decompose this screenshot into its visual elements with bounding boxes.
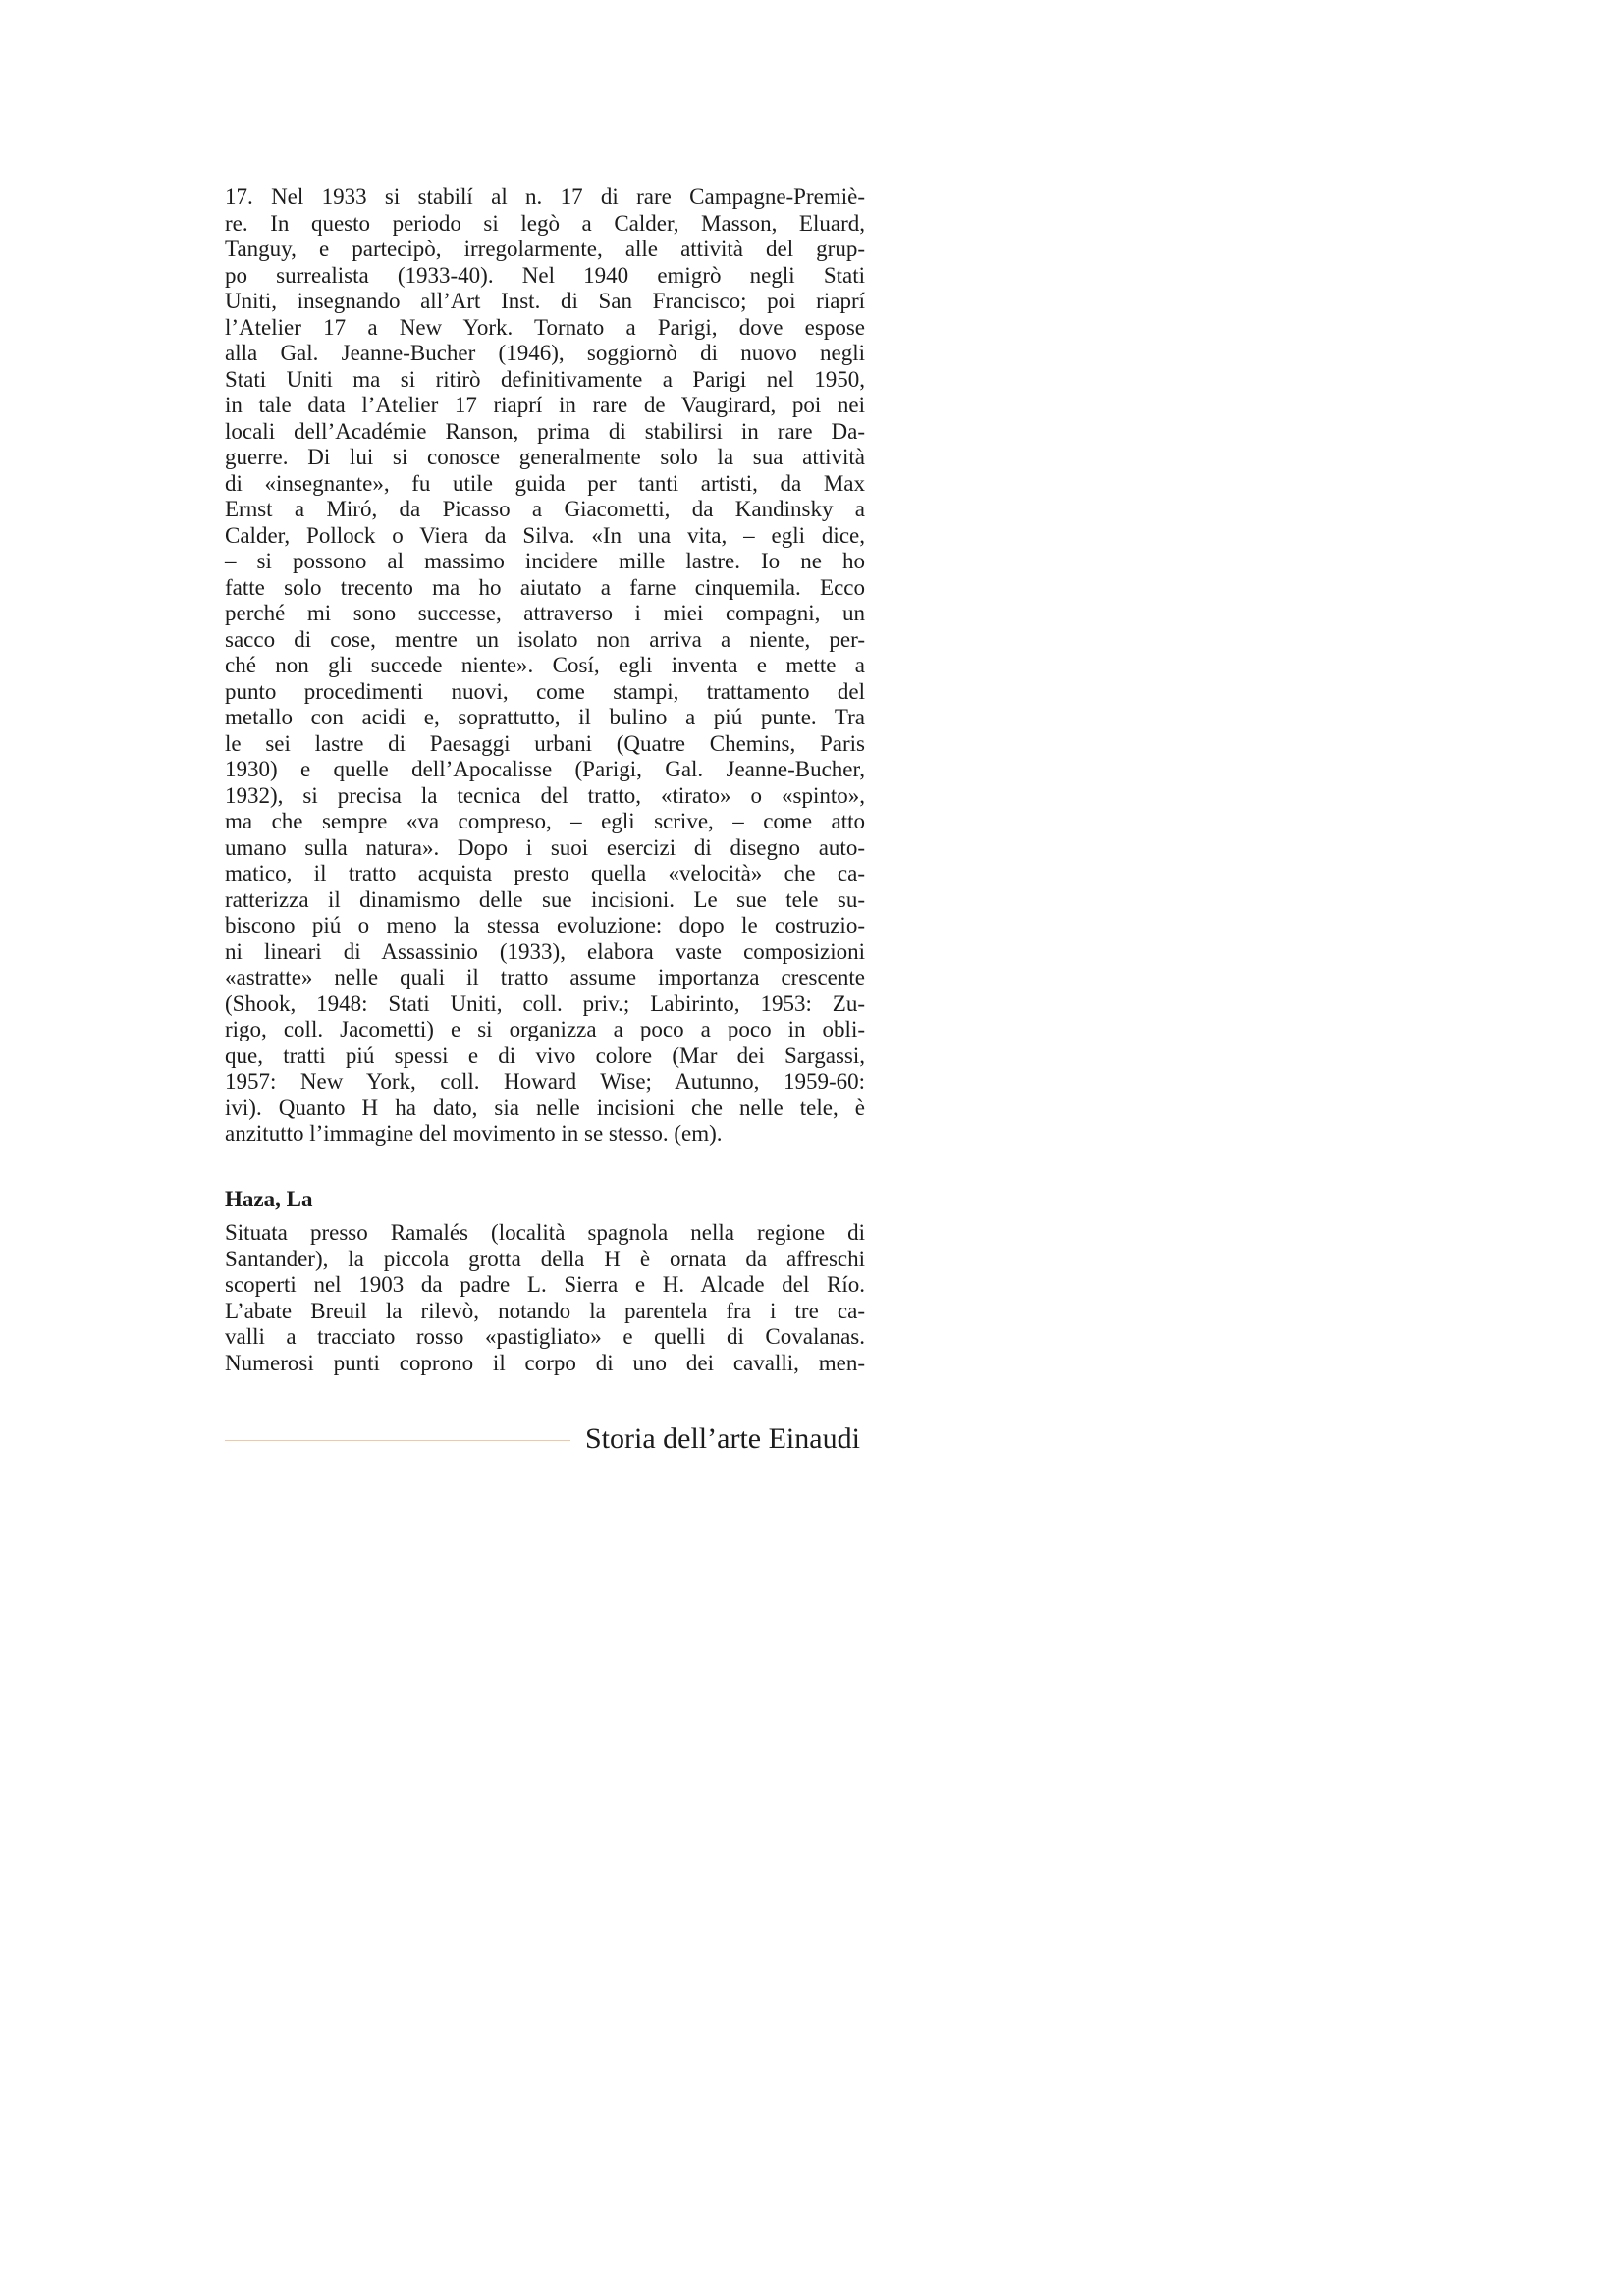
text-line: ratterizza il dinamismo delle sue incisioni. Le sue tele su-: [225, 886, 865, 912]
text-line: metallo con acidi e, soprattutto, il bulino a piú punte. Tra: [225, 705, 865, 729]
text-line: matico, il tratto acquista presto quella «velocità» che ca-: [225, 861, 865, 885]
text-line: le sei lastre di Paesaggi urbani (Quatre Chemins, Paris: [225, 730, 865, 756]
text-line: punto procedimenti nuovi, come stampi, trattamento del: [225, 678, 865, 704]
text-line: umano sulla natura». Dopo i suoi esercizi di disegno auto-: [225, 834, 865, 860]
text-line: (Shook, 1948: Stati Uniti, coll. priv.; Labirinto, 1953: Zu-: [225, 990, 865, 1016]
text-line: in tale data l’Atelier 17 riaprí in rare de Vaugirard, poi nei: [225, 393, 865, 417]
text-line: ma che sempre «va compreso, – egli scrive, – come atto: [225, 809, 865, 833]
text-line: ché non gli succede niente». Cosí, egli inventa e mette a: [225, 653, 865, 677]
text-line: «astratte» nelle quali il tratto assume importanza crescente: [225, 965, 865, 989]
text-line: Stati Uniti ma si ritirò definitivamente a Parigi nel 1950,: [225, 366, 865, 392]
text-line: scoperti nel 1903 da padre L. Sierra e H. Alcade del Río.: [225, 1272, 865, 1297]
text-line: alla Gal. Jeanne-Bucher (1946), soggiornò di nuovo negli: [225, 341, 865, 365]
text-line: que, tratti piú spessi e di vivo colore (Mar dei Sargassi,: [225, 1042, 865, 1068]
text-line: perché mi sono successe, attraverso i miei compagni, un: [225, 601, 865, 625]
text-line: – si possono al massimo incidere mille lastre. Io ne ho: [225, 549, 865, 573]
haza-entry: [225, 1185, 865, 1376]
footer-rule: [225, 1440, 570, 1441]
text-line: l’Atelier 17 a New York. Tornato a Parigi, dove espose: [225, 314, 865, 340]
text-line: re. In questo periodo si legò a Calder, Masson, Eluard,: [225, 210, 865, 236]
text-line: di «insegnante», fu utile guida per tanti artisti, da Max: [225, 470, 865, 496]
text-line: ivi). Quanto H ha dato, sia nelle incisioni che nelle tele, è: [225, 1095, 865, 1120]
text-line: 1930) e quelle dell’Apocalisse (Parigi, Gal. Jeanne-Bucher,: [225, 757, 865, 781]
text-line: biscono piú o meno la stessa evoluzione: dopo le costruzio-: [225, 913, 865, 937]
text-line: valli a tracciato rosso «pastigliato» e quelli di Covalanas.: [225, 1324, 865, 1349]
text-line: L’abate Breuil la rilevò, notando la parentela fra i tre ca-: [225, 1298, 865, 1323]
text-line: fatte solo trecento ma ho aiutato a farne cinquemila. Ecco: [225, 574, 865, 600]
text-line: sacco di cose, mentre un isolato non arriva a niente, per-: [225, 626, 865, 652]
text-line: rigo, coll. Jacometti) e si organizza a poco a poco in obli-: [225, 1017, 865, 1041]
text-line: Santander), la piccola grotta della H è ornata da affreschi: [225, 1246, 865, 1271]
text-line: anzitutto l’immagine del movimento in se stesso. (em).: [225, 1121, 723, 1146]
text-line: po surrealista (1933-40). Nel 1940 emigrò negli Stati: [225, 262, 865, 288]
text-line: Uniti, insegnando all’Art Inst. di San Francisco; poi riaprí: [225, 289, 865, 313]
text-line: 1932), si precisa la tecnica del tratto, «tirato» o «spinto»,: [225, 782, 865, 808]
text-line: Numerosi punti coprono il corpo di uno dei cavalli, men-: [225, 1350, 865, 1375]
text-line: Situata presso Ramalés (località spagnola nella regione di: [225, 1220, 865, 1245]
text-line: locali dell’Académie Ranson, prima di stabilirsi in rare Da-: [225, 418, 865, 444]
text-line: Ernst a Miró, da Picasso a Giacometti, da Kandinsky a: [225, 497, 865, 521]
text-line: 17. Nel 1933 si stabilí al n. 17 di rare Campagne-Premiè-: [225, 185, 865, 209]
text-line: Calder, Pollock o Viera da Silva. «In una vita, – egli dice,: [225, 522, 865, 548]
text-line: Tanguy, e partecipò, irregolarmente, alle attività del grup-: [225, 237, 865, 261]
footer-title: Storia dell’arte Einaudi: [585, 1422, 860, 1455]
text-line: ni lineari di Assassinio (1933), elabora vaste composizioni: [225, 938, 865, 964]
text-line: 1957: New York, coll. Howard Wise; Autunno, 1959-60:: [225, 1069, 865, 1094]
entry-heading: Haza, La: [225, 1187, 313, 1211]
text-line: guerre. Di lui si conosce generalmente solo la sua attività: [225, 445, 865, 469]
main-article-text: [225, 185, 865, 1148]
